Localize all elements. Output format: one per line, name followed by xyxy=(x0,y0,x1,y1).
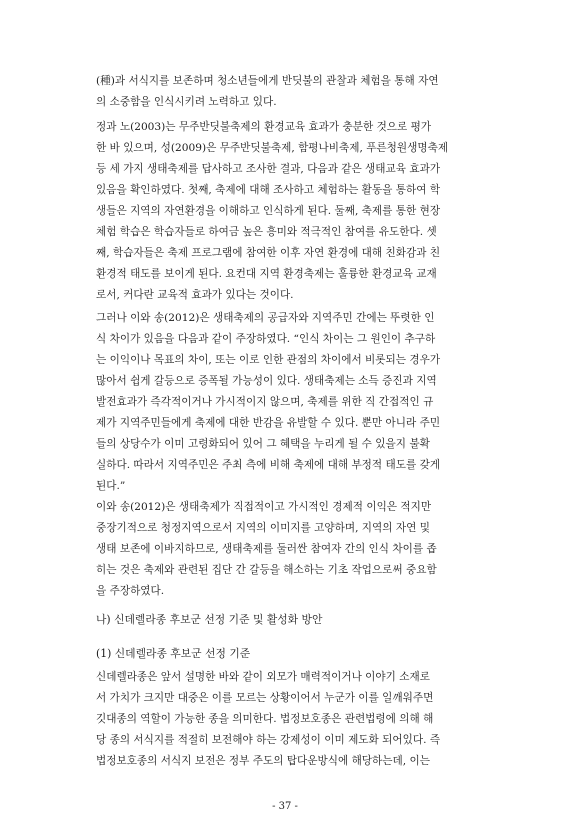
text-line: 그러나 이와 송(2012)은 생태축제의 공급자와 지역주민 간에는 뚜렷한 인 xyxy=(96,312,435,324)
text-line: 중장기적으로 청정지역으로서 지역의 이미지를 고양하며, 지역의 자연 및 xyxy=(96,522,430,534)
text-line: 식 차이가 있음을 다음과 같이 주장하였다. “인식 차이는 그 원인이 추구하 xyxy=(96,333,436,345)
text-line: 히는 것은 축제와 관련된 집단 간 갈등을 해소하는 기초 작업으로써 중요함 xyxy=(96,564,437,576)
text-line: 들의 상당수가 이미 고령화되어 있어 그 혜택을 누리게 될 수 있을지 불확 xyxy=(96,438,430,450)
text-line: 을 주장하였다. xyxy=(96,585,165,597)
text-line: 의 소중함을 인식시키려 노력하고 있다. xyxy=(96,96,277,108)
section-heading: 나) 신데렐라종 후보군 선정 기준 및 활성화 방안 xyxy=(96,613,323,626)
text-line: 체험 학습은 학습자들로 하여금 높은 흥미와 적극적인 참여를 유도한다. 셋 xyxy=(96,226,437,238)
text-line: 환경적 태도를 보이게 된다. 요컨대 지역 환경축제는 훌륭한 환경교육 교재 xyxy=(96,268,437,280)
text-line: 제가 지역주민들에게 축제에 대한 반감을 유발할 수 있다. 뿐만 아니라 주민 xyxy=(96,417,441,429)
text-line: 당 종의 서식지를 적절히 보전해야 하는 강제성이 이미 제도화 되어있다. 즉 xyxy=(96,734,441,746)
subsection-heading: (1) 신데렐라종 후보군 선정 기준 xyxy=(96,647,251,660)
text-line: 째, 학습자들은 축제 프로그램에 참여한 이후 자연 환경에 대해 친화감과 친 xyxy=(96,247,441,259)
text-line: 신데렐라종은 앞서 설명한 바와 같이 외모가 매력적이거나 이야기 소재로 xyxy=(96,671,430,683)
page-number: - 37 - xyxy=(272,801,298,812)
text-line: 한 바 있으며, 성(2009)은 무주반딧불축제, 함평나비축제, 푸른청원생명축제 xyxy=(96,142,449,154)
text-line: 생태 보존에 이바지하므로, 생태축제를 둘러싼 참여자 간의 인식 차이를 좁 xyxy=(96,543,437,555)
text-line: 많아서 쉽게 갈등으로 증폭될 가능성이 있다. 생태축제는 소득 증진과 지역 xyxy=(96,375,437,387)
text-line: 서 가치가 크지만 대중은 이를 모르는 상황이어서 누군가 이를 일깨워주면 xyxy=(96,692,434,704)
text-line: 생들은 지역의 자연환경을 이해하고 인식하게 된다. 둘째, 축제를 통한 현장 xyxy=(96,205,441,217)
text-line: 는 이익이나 목표의 차이, 또는 이로 인한 관점의 차이에서 비롯되는 경우가 xyxy=(96,354,441,366)
text-line: 법정보호종의 서식지 보전은 정부 주도의 탑다운방식에 해당하는데, 이는 xyxy=(96,755,430,767)
text-line: 깃대종의 역할이 가능한 종을 의미한다. 법정보호종은 관련법령에 의해 해 xyxy=(96,713,434,725)
text-line: 로서, 커다란 교육적 효과가 있다는 것이다. xyxy=(96,289,294,301)
text-line: 실하다. 따라서 지역주민은 주최 측에 비해 축제에 대해 부정적 태도를 갖게 xyxy=(96,459,441,471)
text-line: 정과 노(2003)는 무주반딧불축제의 환경교육 효과가 충분한 것으로 평가 xyxy=(96,121,432,133)
text-line: (種)과 서식지를 보존하며 청소년들에게 반딧불의 관찰과 체험을 통해 자연 xyxy=(96,75,439,87)
text-line: 이와 송(2012)은 생태축제가 직접적이고 가시적인 경제적 이익은 적지만 xyxy=(96,501,432,513)
text-line: 있음을 확인하였다. 첫째, 축제에 대해 조사하고 체험하는 활동을 통하여 학 xyxy=(96,184,441,196)
text-line: 된다.” xyxy=(96,480,126,492)
text-line: 발전효과가 즉각적이거나 가시적이지 않으며, 축제를 위한 직 간접적인 규 xyxy=(96,396,434,408)
text-line: 등 세 가지 생태축제를 답사하고 조사한 결과, 다음과 같은 생태교육 효과가 xyxy=(96,163,441,175)
